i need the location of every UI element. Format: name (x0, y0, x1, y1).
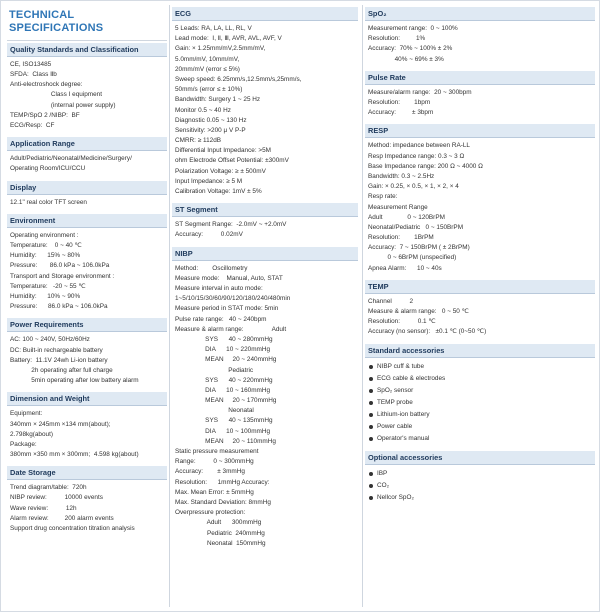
spec-line: Measure/alarm range: 20 ~ 300bpm (368, 88, 472, 96)
page-title: TECHNICAL SPECIFICATIONS (7, 7, 167, 41)
spec-line: CE, ISO13485 (10, 60, 52, 68)
spec-line: Measure interval in auto mode: (175, 285, 263, 293)
section-pulse-rate (365, 71, 595, 119)
section-heading: ST Segment (172, 203, 358, 217)
spec-line: 20mm/mV (error ≤ 5%) (175, 65, 240, 73)
spec-line: Channel 2 (368, 297, 414, 305)
spec-line: CMRR: ≥ 112dB (175, 137, 222, 145)
spec-line: DC: Built-in rechargeable battery (10, 346, 103, 354)
spec-line: Input Impedance: ≥ 5 M (175, 177, 243, 185)
spec-line: Measure & alarm range: Adult (175, 325, 287, 333)
spec-line: 0 ~ 6BrPM (unspecified) (368, 254, 457, 262)
spec-line: Support drug concentration titration analysis (10, 525, 135, 533)
spec-line: Trend diagram/table: 720h (10, 484, 87, 492)
column-right (365, 7, 595, 510)
spec-line: Overpressure protection: (175, 509, 246, 517)
section-nibp (172, 247, 358, 549)
spec-line: Resolution: 1mmHg Accuracy: (175, 478, 270, 486)
spec-line: Measurement range: 0 ~ 100% (368, 25, 458, 33)
spec-line: Polarization Voltage: ≥ ± 500mV (175, 167, 266, 175)
section-dimension-and-weight (7, 392, 167, 460)
spec-line: Measure & alarm range: 0 ~ 50 ℃ (368, 308, 469, 316)
accessory-label: TEMP probe (377, 398, 413, 406)
spec-line: 2h operating after full charge (10, 366, 113, 374)
spec-line: MEAN 20 ~ 240mmHg (175, 356, 277, 364)
spec-line: Lead mode: Ⅰ, Ⅱ, Ⅲ, AVR, AVL, AVF, V (175, 35, 282, 43)
spec-line: Accuracy: 7 ~ 150BrPM ( ± 2BrPM) (368, 244, 470, 252)
spec-line: SYS 40 ~ 135mmHg (175, 417, 273, 425)
accessory-label: Nellcor SpO₂ (377, 493, 414, 501)
spec-line: Accuracy: 0.02mV (175, 231, 243, 239)
section-heading: RESP (365, 124, 595, 138)
spec-line: Resolution: 1% (368, 35, 426, 43)
bullet-icon (369, 389, 373, 393)
column-divider (169, 5, 170, 607)
spec-line: Resolution: 1BrPM (368, 234, 434, 242)
spec-line: Sweep speed: 6.25mm/s,12.5mm/s,25mm/s, (175, 75, 302, 83)
section-heading: SpO₂ (365, 7, 595, 21)
spec-line: Alarm review: 200 alarm events (10, 514, 114, 522)
spec-line: DIA 10 ~ 100mmHg (175, 427, 271, 435)
section-heading: Quality Standards and Classification (7, 43, 167, 57)
bullet-icon (369, 437, 373, 441)
bullet-icon (369, 413, 373, 417)
bullet-icon (369, 496, 373, 500)
spec-line: Differential Input Impedance: >5M (175, 147, 271, 155)
spec-line: Class I equipment (10, 91, 102, 99)
spec-line: 12.1" real color TFT screen (10, 198, 87, 206)
spec-line: MEAN 20 ~ 110mmHg (175, 437, 276, 445)
bullet-icon (369, 377, 373, 381)
spec-line: Measurement Range (368, 203, 428, 211)
spec-line: Pressure: 86.0 kPa ~ 106.0kPa (10, 303, 108, 311)
spec-line: Adult/Pediatric/Neonatal/Medicine/Surgery/ (10, 155, 132, 163)
spec-line: Pulse rate range: 40 ~ 240bpm (175, 315, 267, 323)
section-heading: Power Requirements (7, 318, 167, 332)
spec-line: SYS 40 ~ 220mmHg (175, 376, 273, 384)
section-heading: ECG (172, 7, 358, 21)
spec-line: Adult 0 ~ 120BrPM (368, 213, 445, 221)
spec-line: 50mm/s (error ≤ ± 10%) (175, 86, 243, 94)
spec-line: Base Impedance range: 200 Ω ~ 4000 Ω (368, 162, 483, 170)
column-left (7, 7, 167, 540)
spec-line: Max. Mean Error: ± 5mmHg (175, 488, 254, 496)
spec-line: (internal power supply) (10, 101, 116, 109)
section-display (7, 181, 167, 208)
spec-line: 5.0mm/mV, 10mm/mV, (175, 55, 240, 63)
section-temp (365, 280, 595, 338)
spec-line: Bandwidth: Surgery 1 ~ 25 Hz (175, 96, 261, 104)
spec-line: Diagnostic 0.05 ~ 130 Hz (175, 116, 247, 124)
accessory-item (365, 468, 595, 480)
spec-line: Package: (10, 440, 37, 448)
spec-line: Gain: × 1.25mm/mV,2.5mm/mV, (175, 45, 266, 53)
section-heading: Standard accessories (365, 344, 595, 358)
spec-line: SYS 40 ~ 280mmHg (175, 335, 273, 343)
spec-line: Resp Impedance range: 0.3 ~ 3 Ω (368, 152, 465, 160)
accessory-item (365, 492, 595, 504)
section-application-range (7, 137, 167, 174)
accessory-label: Power cable (377, 422, 413, 430)
spec-line: 1~5/10/15/30/60/90/120/180/240/480min (175, 295, 291, 303)
spec-line: Max. Standard Deviation: 8mmHg (175, 498, 271, 506)
spec-line: ohm Electrode Offset Potential: ±300mV (175, 157, 289, 165)
section-heading: TEMP (365, 280, 595, 294)
spec-line: Calibration Voltage: 1mV ± 5% (175, 188, 262, 196)
spec-line: Bandwidth: 0.3 ~ 2.5Hz (368, 172, 435, 180)
spec-line: DIA 10 ~ 220mmHg (175, 346, 271, 354)
spec-line: Resp rate: (368, 193, 398, 201)
accessory-label: SpO₂ sensor (377, 386, 414, 394)
bullet-icon (369, 401, 373, 405)
spec-line: SFDA: Class Ⅱb (10, 71, 57, 79)
spec-line: Operating Room/ICU/CCU (10, 165, 86, 173)
bullet-icon (369, 365, 373, 369)
spec-line: Operating environment : (10, 231, 79, 239)
spec-line: ECG/Resp: CF (10, 121, 55, 129)
spec-line: Battery: 11.1V 24wh Li-ion battery (10, 356, 108, 364)
spec-line: Temperature: 0 ~ 40 ℃ (10, 242, 82, 249)
spec-line: 5 Leads: RA, LA, LL, RL, V (175, 25, 252, 33)
spec-line: Neonatal 150mmHg (175, 539, 266, 547)
spec-line: Static pressure measurement (175, 448, 259, 456)
section-heading: Pulse Rate (365, 71, 595, 85)
spec-line: Temperature: -20 ~ 55 ℃ (10, 282, 86, 290)
spec-line: Method: impedance between RA-LL (368, 142, 470, 150)
section-ecg (172, 7, 358, 197)
section-resp (365, 124, 595, 273)
accessory-item (365, 361, 595, 373)
spec-line: DIA 10 ~ 160mmHg (175, 386, 271, 394)
section-optional-accessories (365, 451, 595, 504)
spec-line: Measure period in STAT mode: 5min (175, 305, 279, 313)
section-environment (7, 214, 167, 313)
spec-line: Range: 0 ~ 300mmHg (175, 458, 254, 466)
spec-line: 2.798kg(about) (10, 430, 53, 438)
spec-line: Gain: × 0.25, × 0.5, × 1, × 2, × 4 (368, 183, 459, 191)
spec-line: Humidity: 15% ~ 80% (10, 252, 81, 260)
accessory-item (365, 373, 595, 385)
spec-line: Monitor 0.5 ~ 40 Hz (175, 106, 231, 114)
spec-line: Sensitivity: >200 μ V P-P (175, 126, 246, 134)
bullet-icon (369, 484, 373, 488)
accessory-item (365, 433, 595, 445)
spec-line: Method: Oscillometry (175, 264, 248, 272)
accessory-item (365, 385, 595, 397)
spec-line: Neonatal (175, 407, 254, 415)
spec-line: 340mm × 245mm ×134 mm(about); (10, 420, 111, 428)
spec-line: 380mm ×350 mm × 300mm; 4.598 kg(about) (10, 451, 139, 459)
bullet-icon (369, 425, 373, 429)
accessory-item (365, 397, 595, 409)
accessory-label: Lithium-ion battery (377, 410, 430, 418)
section-heading: Optional accessories (365, 451, 595, 465)
spec-line: Pediatric (175, 366, 254, 374)
spec-line: Measure mode: Manual, Auto, STAT (175, 274, 283, 282)
spec-line: Humidity: 10% ~ 90% (10, 292, 81, 300)
spec-line: Resolution: 1bpm (368, 99, 431, 106)
spec-line: ST Segment Range: -2.0mV ~ +2.0mV (175, 221, 287, 229)
accessory-label: CO₂ (377, 481, 390, 489)
spec-line: Pediatric 240mmHg (175, 529, 265, 537)
section-heading: Display (7, 181, 167, 195)
section-heading: Dimension and Weight (7, 392, 167, 406)
spec-line: Wave review: 12h (10, 504, 77, 512)
spec-line: Neonatal/Pediatric 0 ~ 150BrPM (368, 223, 464, 231)
section-power-requirements (7, 318, 167, 386)
column-divider (362, 5, 363, 607)
spec-line: Pressure: 86.0 kPa ~ 106.0kPa (10, 262, 110, 270)
section-date-storage (7, 466, 167, 534)
accessory-label: IBP (377, 469, 388, 477)
section-standard-accessories (365, 344, 595, 445)
column-middle (172, 7, 358, 555)
section-quality-standards-and-classification (7, 43, 167, 131)
accessory-item (365, 409, 595, 421)
section-heading: Date Storage (7, 466, 167, 480)
spec-line: Resolution: 0.1 ℃ (368, 318, 436, 326)
spec-line: MEAN 20 ~ 170mmHg (175, 397, 277, 405)
accessory-item (365, 480, 595, 492)
spec-line: TEMP/SpO 2 /NIBP: BF (10, 111, 80, 119)
spec-line: 5min operating after low battery alarm (10, 377, 139, 385)
spec-line: NIBP review: 10000 events (10, 494, 103, 502)
section-heading: Application Range (7, 137, 167, 151)
accessory-label: NIBP cuff & tube (377, 362, 425, 370)
spec-line: Accuracy (no sensor): ±0.1 ℃ (0~50 ℃) (368, 328, 487, 336)
spec-line: Accuracy: ± 3bpm (368, 109, 434, 117)
bullet-icon (369, 472, 373, 476)
spec-line: Apnea Alarm: 10 ~ 40s (368, 264, 442, 272)
spec-line: Adult 300mmHg (175, 519, 262, 527)
spec-line: Transport and Storage environment : (10, 272, 115, 280)
section-heading: NIBP (172, 247, 358, 261)
spec-line: Anti-electroshock degree: (10, 81, 83, 89)
spec-line: AC: 100 ~ 240V, 50Hz/60Hz (10, 336, 90, 344)
accessory-item (365, 421, 595, 433)
spec-line: Equipment: (10, 410, 43, 418)
accessory-label: Operator's manual (377, 434, 430, 442)
spec-line: Accuracy: 70% ~ 100% ± 2% (368, 45, 453, 53)
spec-line: Accuracy: ± 3mmHg (175, 468, 245, 476)
spec-line: 40% ~ 69% ± 3% (368, 55, 444, 63)
accessory-label: ECG cable & electrodes (377, 374, 446, 382)
section-heading: Environment (7, 214, 167, 228)
section-spo (365, 7, 595, 65)
section-st-segment (172, 203, 358, 240)
